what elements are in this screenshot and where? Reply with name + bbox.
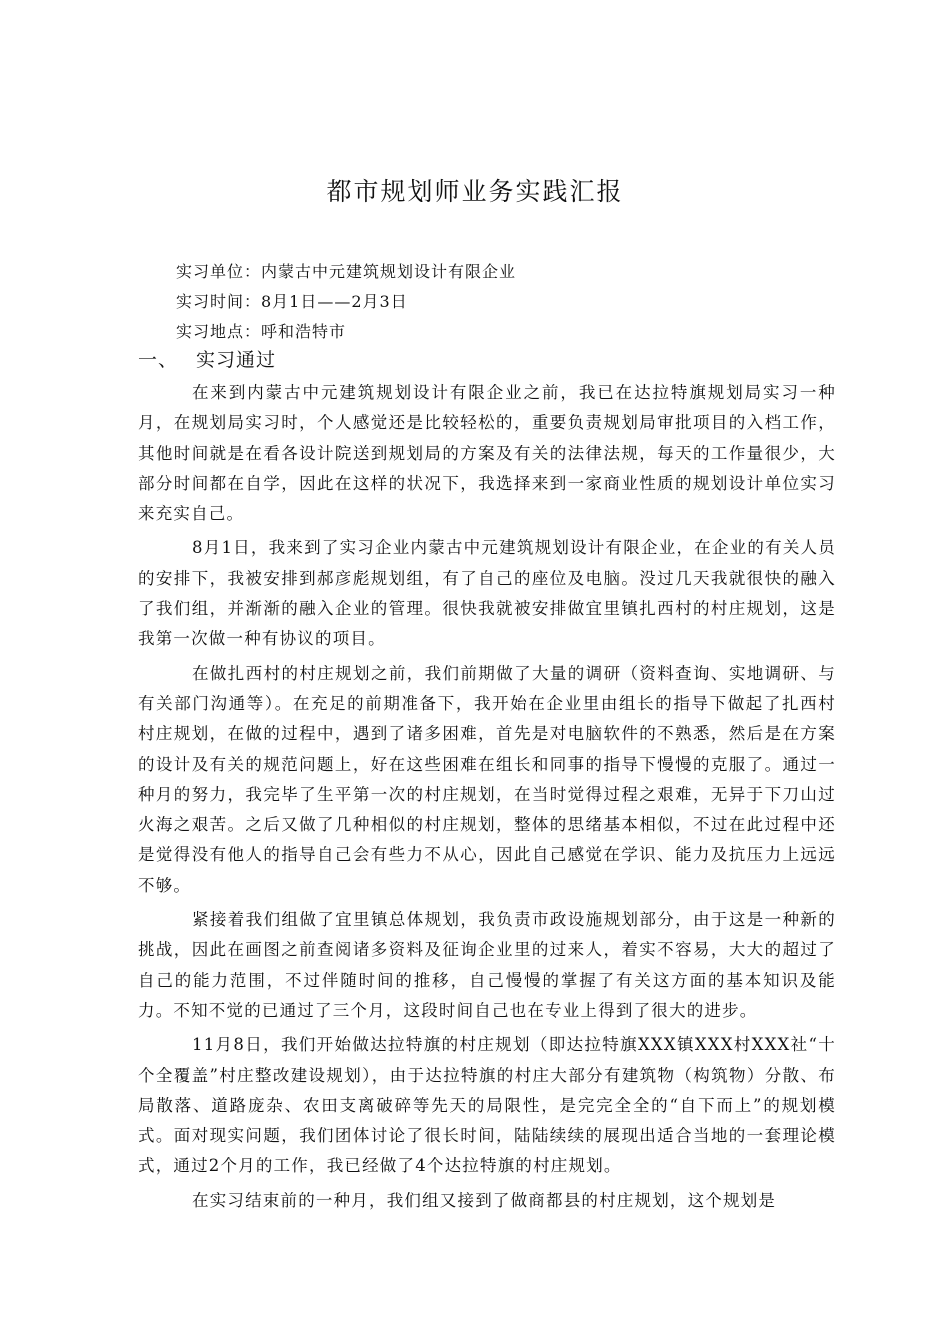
section-number: 一、	[138, 349, 179, 371]
internship-info	[176, 257, 516, 347]
paragraph: 紧接着我们组做了宜里镇总体规划，我负责市政设施规划部分，由于这是一种新的挑战，因此在画图之前查阅诸多资料及征询企业里的过来人，着实不容易，大大的超过了自己的能力范围，不过伴随时间的推移，自己慢慢的掌握了有关这方面的基本知识及能力。不知不觉的已通过了三个月，这段时间自己也在专业上得到了很大的进步。	[138, 910, 836, 1020]
section-title: 实习通过	[196, 349, 277, 371]
document-title: 都市规划师业务实践汇报	[326, 177, 624, 206]
paragraph: 在实习结束前的一种月，我们组又接到了做商都县的村庄规划，这个规划是	[192, 1190, 777, 1210]
section-heading	[138, 345, 276, 375]
paragraph: 在做扎西村的村庄规划之前，我们前期做了大量的调研（资料查询、实地调研、与有关部门沟通等）。在充足的前期准备下，我开始在企业里由组长的指导下做起了扎西村村庄规划，在做的过程中，遇到了诸多困难，首先是对电脑软件的不熟悉，然后是在方案的设计及有关的规范问题上，好在这些困难在组长和同事的指导下慢慢的克服了。通过一种月的努力，我完毕了生平第一次的村庄规划，在当时觉得过程之艰难，无异于下刀山过火海之艰苦。之后又做了几种相似的村庄规划，整体的思绪基本相似，不过在此过程中还是觉得没有他人的指导自己会有些力不从心，因此自己感觉在学识、能力及抗压力上远远不够。	[138, 663, 836, 895]
internship-location: 实习地点：呼和浩特市	[176, 322, 347, 341]
internship-period: 实习时间：8月1日——2月3日	[176, 292, 408, 311]
paragraph: 8月1日，我来到了实习企业内蒙古中元建筑规划设计有限企业，在企业的有关人员的安排下，我被安排到郝彦彪规划组，有了自己的座位及电脑。没过几天我就很快的融入了我们组，并渐渐的融入企业的管理。很快我就被安排做宜里镇扎西村的村庄规划，这是我第一次做一种有协议的项目。	[138, 538, 836, 649]
internship-unit: 实习单位：内蒙古中元建筑规划设计有限企业	[176, 262, 517, 281]
paragraph: 在来到内蒙古中元建筑规划设计有限企业之前，我已在达拉特旗规划局实习一种月，在规划局实习时，个人感觉还是比较轻松的，重要负责规划局审批项目的入档工作，其他时间就是在看各设计院送到规划局的方案及有关的法律法规，每天的工作量很少，大部分时间都在自学，因此在这样的状况下，我选择来到一家商业性质的规划设计单位实习来充实自己。	[138, 383, 836, 524]
paragraph: 11月8日，我们开始做达拉特旗的村庄规划（即达拉特旗XXX镇XXX村XXX社“十个全覆盖”村庄整改建设规划），由于达拉特旗的村庄大部分有建筑物（构筑物）分散、布局散落、道路庞杂、农田支离破碎等先天的局限性，是完完全全的“自下而上”的规划模式。面对现实问题，我们团体讨论了很长时间，陆陆续续的展现出适合当地的一套理论模式，通过2个月的工作，我已经做了4个达拉特旗的村庄规划。	[138, 1035, 836, 1176]
body-text	[138, 378, 836, 1220]
